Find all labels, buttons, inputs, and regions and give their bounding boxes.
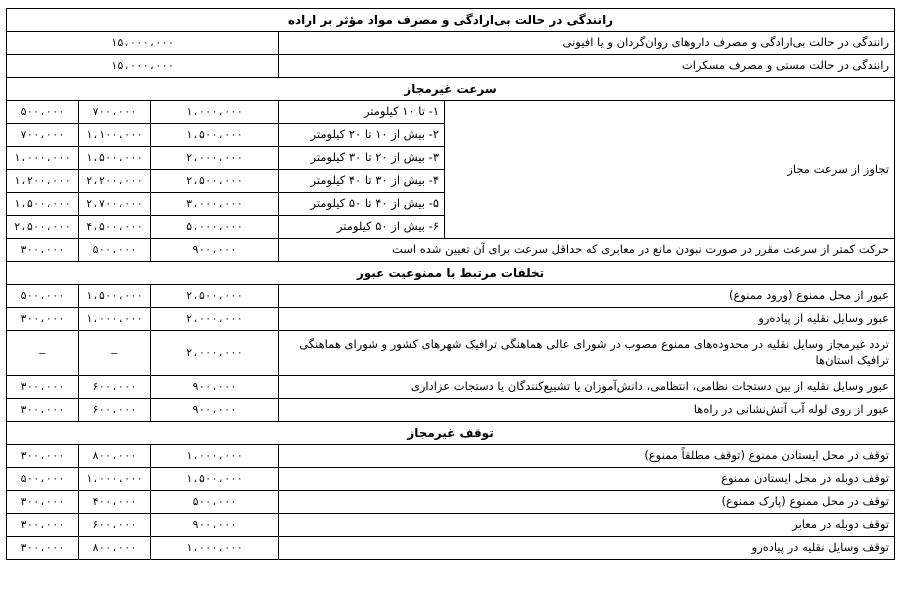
speed-range-label: ۵- بیش از ۴۰ تا ۵۰ کیلومتر: [279, 193, 445, 216]
traffic-row: [7, 331, 895, 376]
fine-b: ۱،۱۰۰،۰۰۰: [79, 124, 151, 147]
violation-label: عبور وسایل نقلیه از بین دستجات نظامی، انتظامی، دانش‌آموزان یا تشییع‌کنندگان یا دستجات عزاداری: [279, 376, 895, 399]
section-title-speed: سرعت غیرمجاز: [7, 78, 895, 101]
fine-a: ۲،۰۰۰،۰۰۰: [151, 308, 279, 331]
fine-b: ۸۰۰،۰۰۰: [79, 537, 151, 560]
fines-table: [6, 8, 895, 560]
fine-b: ۶۰۰،۰۰۰: [79, 514, 151, 537]
fine-c: ۳۰۰،۰۰۰: [7, 445, 79, 468]
min-speed-row: [7, 239, 895, 262]
fine-b: ۶۰۰،۰۰۰: [79, 399, 151, 422]
section-header-row: [7, 262, 895, 285]
fine-a: ۹۰۰،۰۰۰: [151, 399, 279, 422]
fine-b: ۸۰۰،۰۰۰: [79, 445, 151, 468]
parking-row: [7, 537, 895, 560]
speed-range-label: ۱- تا ۱۰ کیلومتر: [279, 101, 445, 124]
fine-c: ۳۰۰،۰۰۰: [7, 514, 79, 537]
fine-a: ۱،۰۰۰،۰۰۰: [151, 445, 279, 468]
fine-a: ۱،۰۰۰،۰۰۰: [151, 537, 279, 560]
fine-c: ۳۰۰،۰۰۰: [7, 239, 79, 262]
fine-c: ۳۰۰،۰۰۰: [7, 537, 79, 560]
fine-c: ۵۰۰،۰۰۰: [7, 285, 79, 308]
fine-c: ۳۰۰،۰۰۰: [7, 308, 79, 331]
section-header-row: [7, 422, 895, 445]
parking-row: [7, 445, 895, 468]
fine-c: ۱،۲۰۰،۰۰۰: [7, 170, 79, 193]
fine-c: ۵۰۰،۰۰۰: [7, 101, 79, 124]
fine-a: ۹۰۰،۰۰۰: [151, 514, 279, 537]
fine-b: ۷۰۰،۰۰۰: [79, 101, 151, 124]
traffic-row: [7, 308, 895, 331]
intro-row: [7, 55, 895, 78]
fine-a: ۲،۵۰۰،۰۰۰: [151, 285, 279, 308]
fine-c-empty: —: [7, 331, 79, 376]
fine-b: ۱،۰۰۰،۰۰۰: [79, 308, 151, 331]
fine-c: ۳۰۰،۰۰۰: [7, 376, 79, 399]
speed-range-label: ۳- بیش از ۲۰ تا ۳۰ کیلومتر: [279, 147, 445, 170]
fine-b: ۲،۷۰۰،۰۰۰: [79, 193, 151, 216]
table-title: رانندگی در حالت بی‌ارادگی و مصرف مواد مؤثر بر اراده: [7, 9, 895, 32]
violation-label: توقف در محل ممنوع (پارک ممنوع): [279, 491, 895, 514]
fine-a: ۳،۰۰۰،۰۰۰: [151, 193, 279, 216]
fine-a: ۹۰۰،۰۰۰: [151, 376, 279, 399]
fine-a: ۱،۰۰۰،۰۰۰: [151, 101, 279, 124]
speed-range-label: ۶- بیش از ۵۰ کیلومتر: [279, 216, 445, 239]
speed-category-label: تجاوز از سرعت مجاز: [445, 101, 895, 239]
fine-b: ۲،۲۰۰،۰۰۰: [79, 170, 151, 193]
speed-row: [7, 101, 895, 124]
fines-table-sheet: [6, 8, 894, 590]
fine-a: ۲،۰۰۰،۰۰۰: [151, 331, 279, 376]
fine-c: ۲،۵۰۰،۰۰۰: [7, 216, 79, 239]
fine-c: ۵۰۰،۰۰۰: [7, 468, 79, 491]
fine-c: ۷۰۰،۰۰۰: [7, 124, 79, 147]
intro-row: [7, 32, 895, 55]
fine-b: ۴،۵۰۰،۰۰۰: [79, 216, 151, 239]
parking-row: [7, 468, 895, 491]
speed-range-label: ۲- بیش از ۱۰ تا ۲۰ کیلومتر: [279, 124, 445, 147]
fine-a: ۲،۵۰۰،۰۰۰: [151, 170, 279, 193]
fine-b: ۱،۵۰۰،۰۰۰: [79, 285, 151, 308]
fine-a: ۲،۰۰۰،۰۰۰: [151, 147, 279, 170]
parking-row: [7, 514, 895, 537]
fine-a: ۱،۵۰۰،۰۰۰: [151, 124, 279, 147]
fine-b-empty: —: [79, 331, 151, 376]
violation-label: عبور از محل ممنوع (ورود ممنوع): [279, 285, 895, 308]
violation-label: توقف دوبله در معابر: [279, 514, 895, 537]
fine-a: ۵،۰۰۰،۰۰۰: [151, 216, 279, 239]
speed-range-label: ۴- بیش از ۳۰ تا ۴۰ کیلومتر: [279, 170, 445, 193]
fine-amount: ۱۵،۰۰۰،۰۰۰: [7, 55, 279, 78]
fine-b: ۵۰۰،۰۰۰: [79, 239, 151, 262]
fine-b: ۱،۵۰۰،۰۰۰: [79, 147, 151, 170]
fine-a: ۹۰۰،۰۰۰: [151, 239, 279, 262]
section-title-parking: توقف غیرمجاز: [7, 422, 895, 445]
fine-a: ۵۰۰،۰۰۰: [151, 491, 279, 514]
violation-label: عبور از روی لوله آب آتش‌نشانی در راه‌ها: [279, 399, 895, 422]
violation-label: توقف در محل ایستادن ممنوع (توقف مطلقاً ممنوع): [279, 445, 895, 468]
fine-amount: ۱۵،۰۰۰،۰۰۰: [7, 32, 279, 55]
fine-c: ۳۰۰،۰۰۰: [7, 491, 79, 514]
violation-label: توقف دوبله در محل ایستادن ممنوع: [279, 468, 895, 491]
violation-label: رانندگی در حالت بی‌ارادگی و مصرف داروهای روان‌گردان و یا افیونی: [279, 32, 895, 55]
fine-a: ۱،۵۰۰،۰۰۰: [151, 468, 279, 491]
section-header-row: [7, 78, 895, 101]
traffic-row: [7, 376, 895, 399]
violation-label: رانندگی در حالت مستی و مصرف مسکرات: [279, 55, 895, 78]
fine-b: ۱،۰۰۰،۰۰۰: [79, 468, 151, 491]
violation-label: عبور وسایل نقلیه از پیاده‌رو: [279, 308, 895, 331]
title-row: [7, 9, 895, 32]
traffic-row: [7, 399, 895, 422]
violation-label: توقف وسایل نقلیه در پیاده‌رو: [279, 537, 895, 560]
section-title-traffic: تخلفات مرتبط با ممنوعیت عبور: [7, 262, 895, 285]
traffic-row: [7, 285, 895, 308]
parking-row: [7, 491, 895, 514]
fine-c: ۱،۵۰۰،۰۰۰: [7, 193, 79, 216]
violation-label: تردد غیرمجاز وسایل نقلیه در محدوده‌های ممنوع مصوب در شورای عالی هماهنگی ترافیک شهرهای کشور و شورای هماهنگی ترافیک استان‌ها: [279, 331, 895, 376]
fine-c: ۱،۰۰۰،۰۰۰: [7, 147, 79, 170]
violation-label: حرکت کمتر از سرعت مقرر در صورت نبودن مانع در معابری که حداقل سرعت برای آن تعیین شده است: [279, 239, 895, 262]
fine-b: ۴۰۰،۰۰۰: [79, 491, 151, 514]
fine-b: ۶۰۰،۰۰۰: [79, 376, 151, 399]
fine-c: ۳۰۰،۰۰۰: [7, 399, 79, 422]
